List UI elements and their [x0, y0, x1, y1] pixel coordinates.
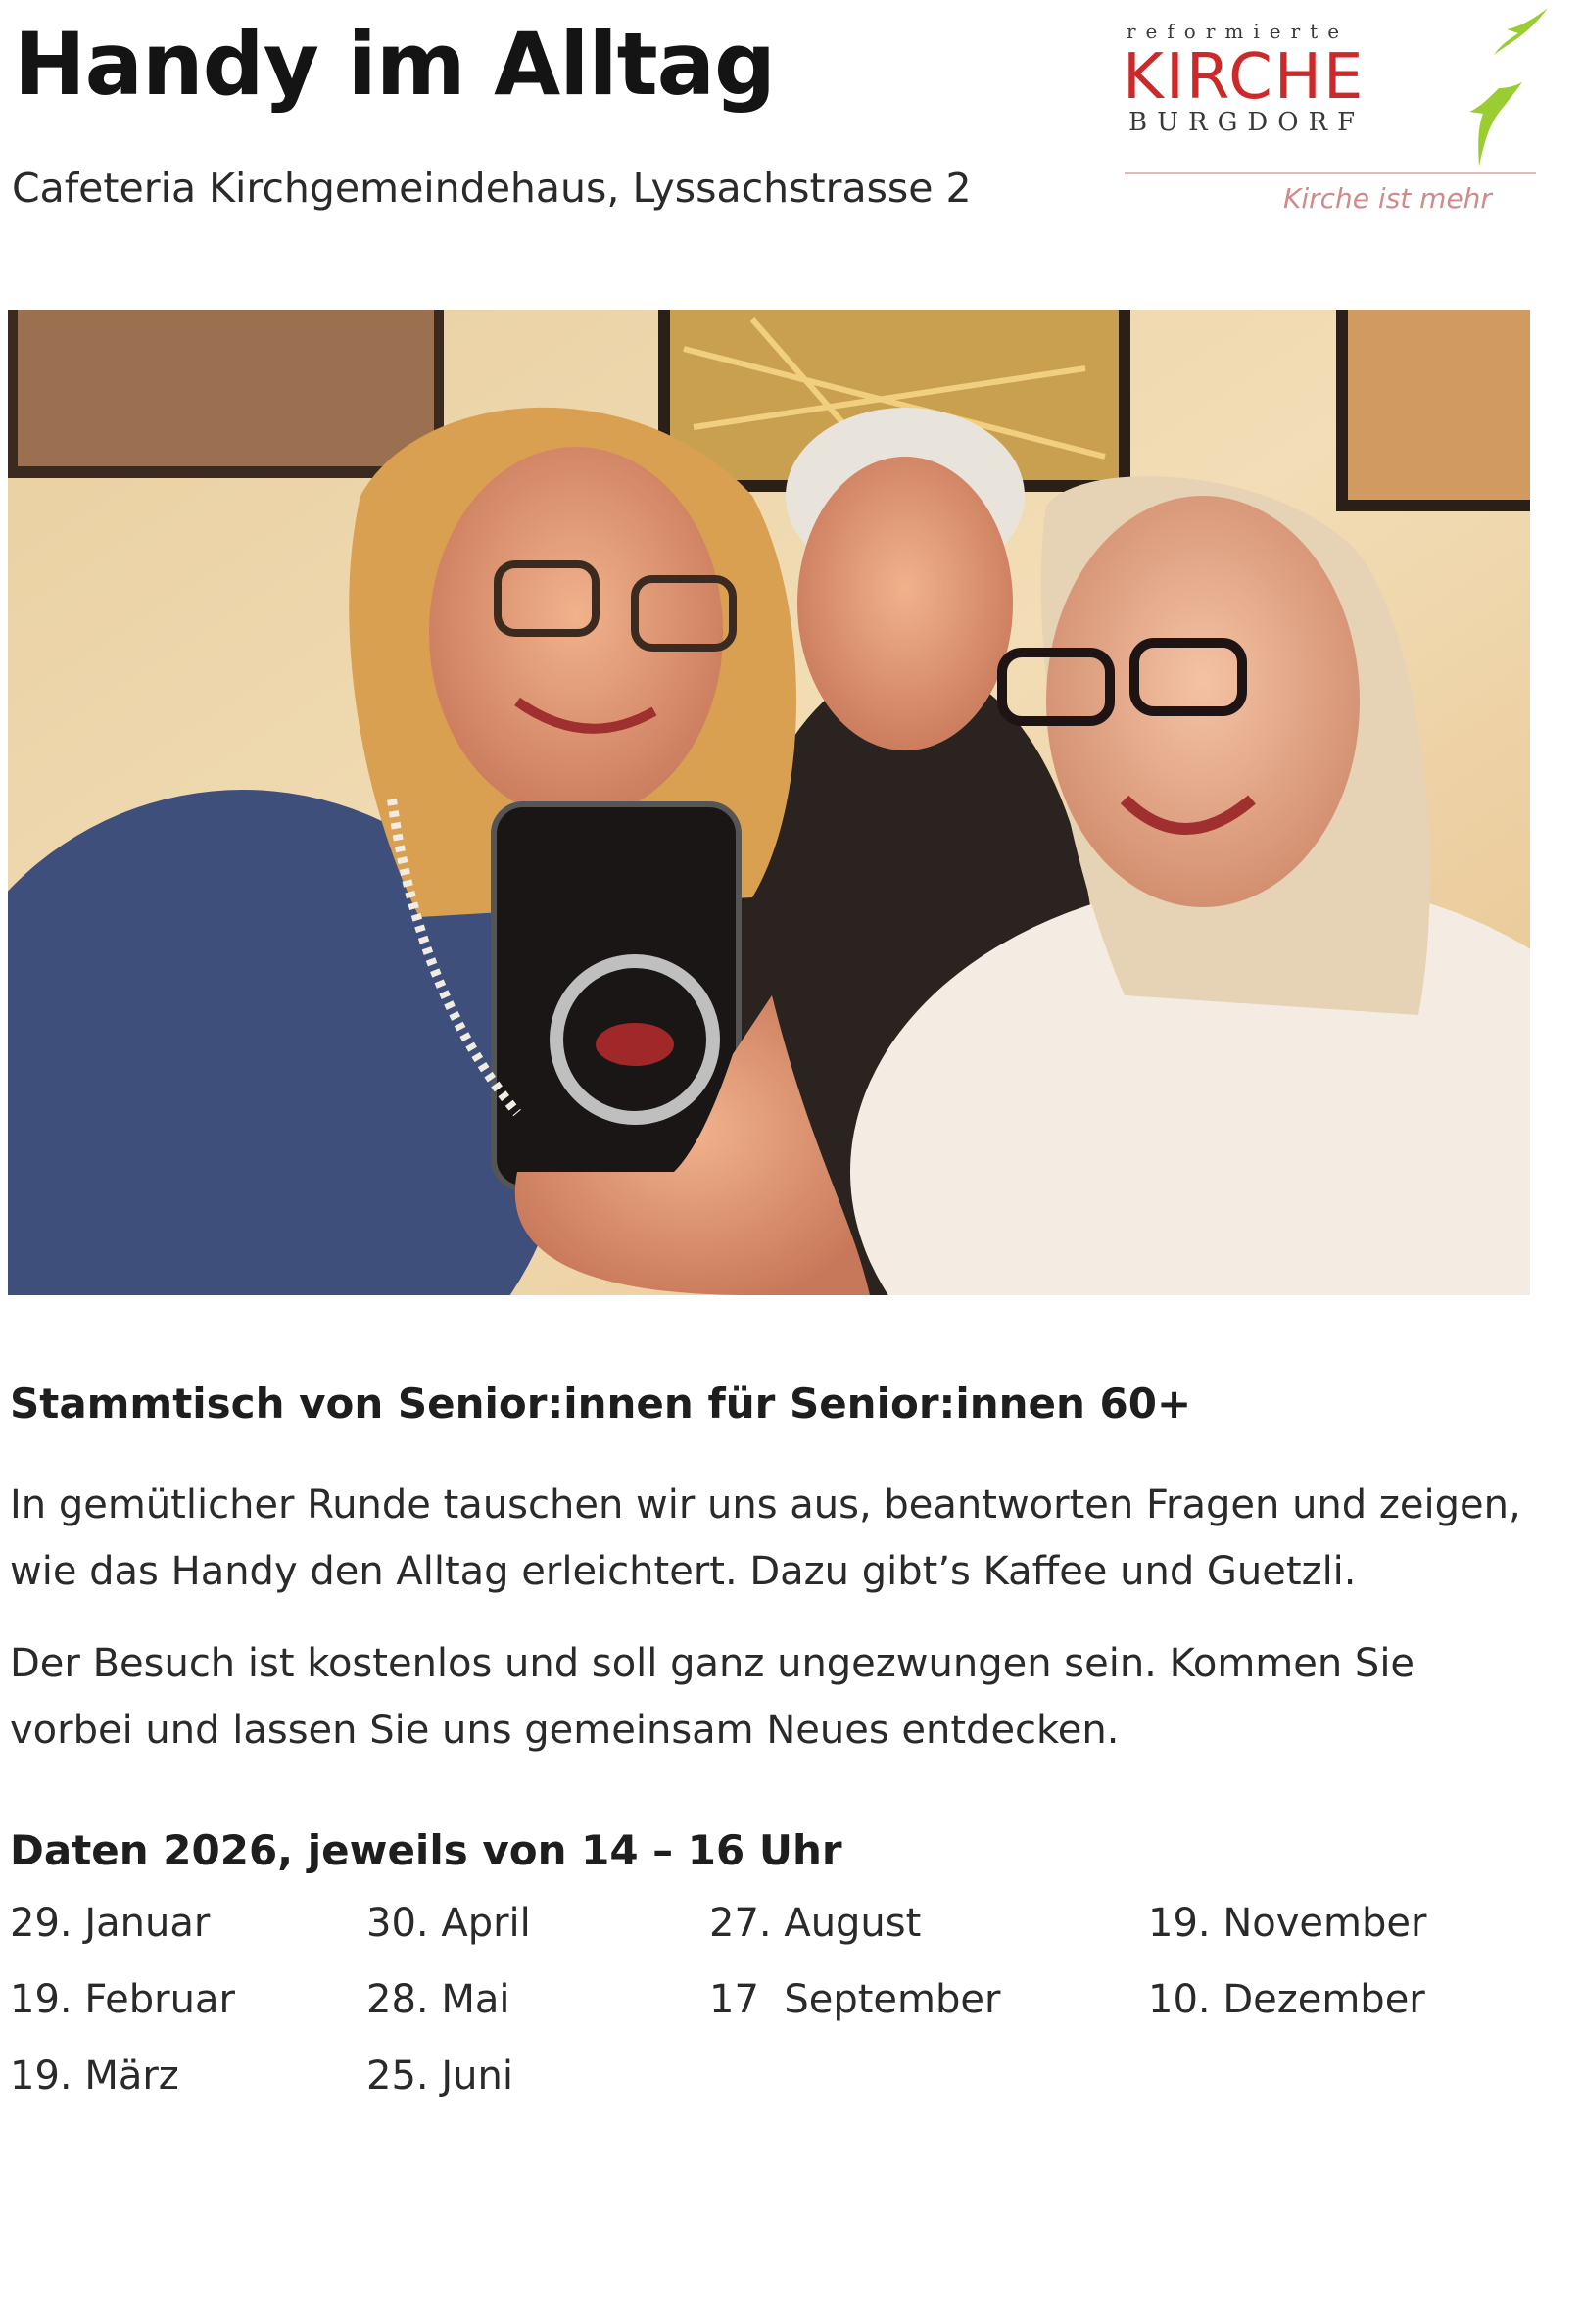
- date-item: 29. Januar: [10, 1901, 211, 1946]
- dates-heading: Daten 2026, jeweils von 14 – 16 Uhr: [10, 1826, 842, 1874]
- page-title: Handy im Alltag: [14, 14, 776, 115]
- date-item: 25. Juni: [366, 2054, 513, 2099]
- logo-slogan: Kirche ist mehr: [1283, 182, 1492, 215]
- date-item: 19. Februar: [10, 1977, 235, 2022]
- date-item: 10. Dezember: [1148, 1977, 1425, 2022]
- date-item: 19. März: [10, 2054, 179, 2099]
- date-item: 17 September: [709, 1977, 1001, 2022]
- date-item: 19. November: [1148, 1901, 1427, 1946]
- photo-illustration: [8, 310, 1530, 1295]
- logo-top-line: reformierte: [1127, 20, 1350, 43]
- church-logo: [1117, 0, 1577, 225]
- logo-sub-text: BURGDORF: [1128, 108, 1366, 137]
- event-location: Cafeteria Kirchgemeindehaus, Lyssachstrasse 2: [12, 165, 972, 212]
- date-item: 30. April: [366, 1901, 531, 1946]
- bird-logo-icon: [1401, 0, 1577, 176]
- date-item: 28. Mai: [366, 1977, 510, 2022]
- selfie-photo: [8, 310, 1530, 1295]
- info-paragraph: Der Besuch ist kostenlos und soll ganz ungezwungen sein. Kommen Sie vorbei und lassen Sie uns gemeinsam Neues entdecken.: [10, 1641, 1415, 1753]
- logo-main-text: KIRCHE: [1123, 41, 1366, 114]
- section-heading: Stammtisch von Senior:innen für Senior:innen 60+: [10, 1380, 1192, 1428]
- description-paragraph: In gemütlicher Runde tauschen wir uns aus, beantworten Fragen und zeigen, wie das Handy den Alltag erleichtert. Dazu gibt’s Kaffee und Guetzli.: [10, 1482, 1521, 1594]
- date-item: 27. August: [709, 1901, 922, 1946]
